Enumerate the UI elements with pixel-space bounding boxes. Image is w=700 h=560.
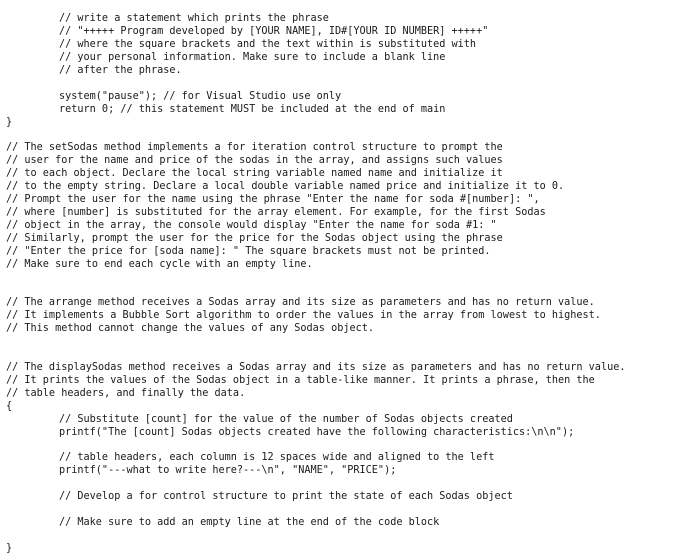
code-line: printf("---what to write here?---\n", "NAME", "PRICE"); [59, 465, 397, 476]
code-line: // where [number] is substituted for the array element. For example, for the first Sodas [6, 207, 546, 218]
code-line: // to each object. Declare the local string variable named name and initialize it [6, 168, 503, 179]
code-line: // object in the array, the console would display "Enter the name for soda #1: " [6, 220, 497, 231]
code-line: // table headers, and finally the data. [6, 388, 246, 399]
code-line: // The displaySodas method receives a Sodas array and its size as parameters and has no return value. [6, 362, 626, 373]
code-line: // write a statement which prints the phrase [59, 13, 329, 24]
code-line: // Make sure to end each cycle with an empty line. [6, 259, 313, 270]
code-line: // This method cannot change the values of any Sodas object. [6, 323, 375, 334]
code-line: // The setSodas method implements a for iteration control structure to prompt the [6, 142, 503, 153]
code-line: // user for the name and price of the sodas in the array, and assigns such values [6, 155, 503, 166]
code-line: system("pause"); // for Visual Studio use only [59, 91, 342, 102]
code-line: // where the square brackets and the text within is substituted with [59, 39, 477, 50]
code-line: // Substitute [count] for the value of the number of Sodas objects created [59, 414, 513, 425]
code-line: // The arrange method receives a Sodas array and its size as parameters and has no return value. [6, 297, 595, 308]
code-line: // table headers, each column is 12 spaces wide and aligned to the left [59, 452, 495, 463]
code-line: // your personal information. Make sure to include a blank line [59, 52, 446, 63]
code-line: // Make sure to add an empty line at the end of the code block [59, 517, 440, 528]
code-line: // Prompt the user for the name using the phrase "Enter the name for soda #[number]: ", [6, 194, 540, 205]
code-line: // after the phrase. [59, 65, 182, 76]
code-line: // It prints the values of the Sodas object in a table-like manner. It prints a phrase, then the [6, 375, 595, 386]
code-line: printf("The [count] Sodas objects created have the following characteristics:\n\n"); [59, 427, 575, 438]
closing-brace: } [6, 543, 13, 554]
code-line: return 0; // this statement MUST be included at the end of main [59, 104, 446, 115]
code-line: // "+++++ Program developed by [YOUR NAME], ID#[YOUR ID NUMBER] +++++" [59, 26, 489, 37]
code-line: // to the empty string. Declare a local double variable named price and initialize it to 0. [6, 181, 565, 192]
code-line: // Similarly, prompt the user for the price for the Sodas object using the phrase [6, 233, 503, 244]
code-line: // "Enter the price for [soda name]: " The square brackets must not be printed. [6, 246, 491, 257]
opening-brace: { [6, 401, 13, 412]
code-line: // It implements a Bubble Sort algorithm to order the values in the array from lowest to highest. [6, 310, 601, 321]
closing-brace: } [6, 117, 13, 128]
code-line: // Develop a for control structure to print the state of each Sodas object [59, 491, 513, 502]
